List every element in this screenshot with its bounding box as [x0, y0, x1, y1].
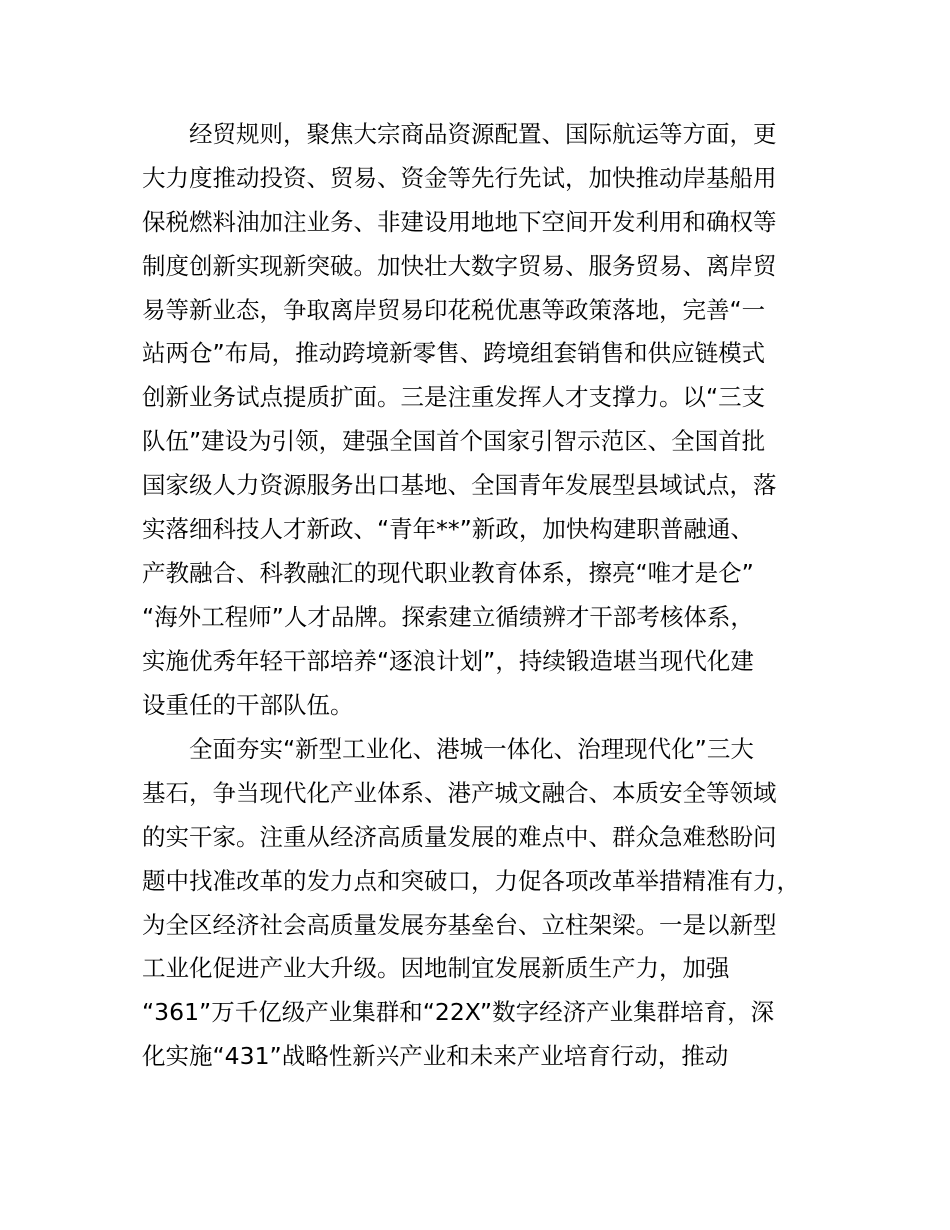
paragraph-line: 制度创新实现新突破。加快壮大数字贸易、服务贸易、离岸贸	[142, 251, 777, 280]
paragraph-line: 创新业务试点提质扩面。三是注重发挥人才支撑力。以“三支	[142, 383, 766, 412]
paragraph-line: 产教融合、科教融汇的现代职业教育体系，擦亮“唯才是仑”	[142, 558, 754, 587]
paragraph-line: 的实干家。注重从经济高质量发展的难点中、群众急难愁盼问	[142, 822, 777, 851]
paragraph-line: 经贸规则，聚焦大宗商品资源配置、国际航运等方面，更	[189, 120, 777, 148]
paragraph-line: 实施优秀年轻干部培养“逐浪计划”，持续锻造堪当现代化建	[142, 646, 754, 675]
paragraph-line: 实落细科技人才新政、“青年**”新政，加快构建职普融通、	[142, 515, 754, 544]
paragraph-line: 全面夯实“新型工业化、港城一体化、治理现代化”三大	[189, 735, 754, 763]
paragraph-line: “361”万千亿级产业集群和“22X”数字经济产业集群培育，深	[142, 998, 775, 1027]
paragraph-line: 工业化促进产业大升级。因地制宜发展新质生产力，加强	[142, 954, 730, 983]
paragraph-line: 化实施“431”战略性新兴产业和未来产业培育行动，推动	[142, 1042, 729, 1071]
paragraph-line: 大力度推动投资、贸易、资金等先行先试，加快推动岸基船用	[142, 163, 777, 192]
paragraph-line: 队伍”建设为引领，建强全国首个国家引智示范区、全国首批	[142, 427, 766, 456]
paragraph-line: 基石，争当现代化产业体系、港产城文融合、本质安全等领域	[142, 778, 777, 807]
paragraph-line: 设重任的干部队伍。	[142, 690, 354, 719]
paragraph-line: “海外工程师”人才品牌。探索建立循绩辨才干部考核体系，	[142, 602, 754, 631]
paragraph-2	[142, 728, 842, 1079]
paragraph-line: 站两仓”布局，推动跨境新零售、跨境组套销售和供应链模式	[142, 339, 766, 368]
paragraph-line: 国家级人力资源服务出口基地、全国青年发展型县域试点，落	[142, 471, 777, 500]
paragraph-1	[142, 113, 842, 727]
paragraph-line: 题中找准改革的发力点和突破口，力促各项改革举措精准有力，	[142, 866, 800, 895]
paragraph-line: 保税燃料油加注业务、非建设用地地下空间开发利用和确权等	[142, 207, 777, 236]
paragraph-line: 为全区经济社会高质量发展夯基垒台、立柱架梁。一是以新型	[142, 910, 777, 939]
paragraph-line: 易等新业态，争取离岸贸易印花税优惠等政策落地，完善“一	[142, 295, 766, 324]
